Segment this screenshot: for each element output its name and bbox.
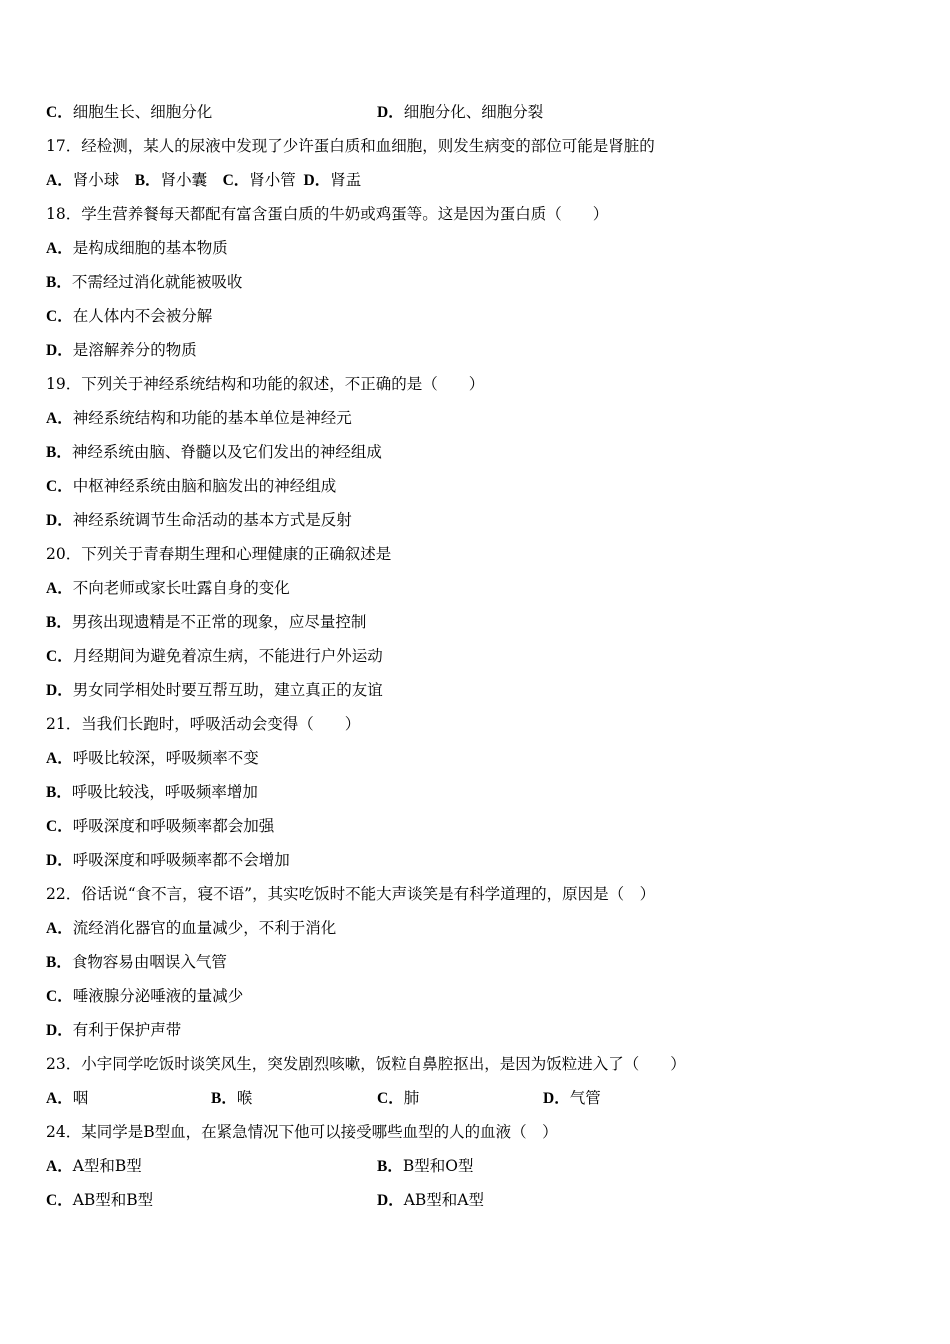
q21-option-a: A．呼吸比较深，呼吸频率不变 (46, 749, 259, 767)
q24-stem: 24．某同学是B型血，在紧急情况下他可以接受哪些血型的人的血液（ ） (46, 1123, 558, 1141)
q20-stem: 20．下列关于青春期生理和心理健康的正确叙述是 (46, 545, 392, 563)
q24-option-a: A．A型和B型 (46, 1157, 142, 1175)
q21-option-c: C．呼吸深度和呼吸频率都会加强 (46, 817, 275, 835)
q16-option-c: C．细胞生长、细胞分化 (46, 103, 213, 121)
q21-option-b: B．呼吸比较浅，呼吸频率增加 (46, 783, 258, 801)
q19-option-d: D．神经系统调节生命活动的基本方式是反射 (46, 511, 352, 529)
q24-option-b: B．B型和O型 (377, 1157, 474, 1175)
q23-option-c: C．肺 (377, 1089, 420, 1107)
q17-options: A．肾小球 B．肾小囊 C．肾小管 D．肾盂 (46, 171, 362, 189)
q20-option-a: A．不向老师或家长吐露自身的变化 (46, 579, 290, 597)
q19-option-c: C．中枢神经系统由脑和脑发出的神经组成 (46, 477, 337, 495)
q18-option-a: A．是构成细胞的基本物质 (46, 239, 228, 257)
q18-stem: 18．学生营养餐每天都配有富含蛋白质的牛奶或鸡蛋等。这是因为蛋白质（ ） (46, 205, 609, 223)
q19-option-b: B．神经系统由脑、脊髓以及它们发出的神经组成 (46, 443, 382, 461)
q22-option-d: D．有利于保护声带 (46, 1021, 182, 1039)
q22-option-c: C．唾液腺分泌唾液的量减少 (46, 987, 244, 1005)
q16-option-d: D．细胞分化、细胞分裂 (377, 103, 544, 121)
q18-option-d: D．是溶解养分的物质 (46, 341, 197, 359)
q21-option-d: D．呼吸深度和呼吸频率都不会增加 (46, 851, 290, 869)
q20-option-b: B．男孩出现遗精是不正常的现象，应尽量控制 (46, 613, 367, 631)
q19-stem: 19．下列关于神经系统结构和功能的叙述，不正确的是（ ） (46, 375, 485, 393)
q24-option-c: C．AB型和B型 (46, 1191, 154, 1209)
q24-option-d: D．AB型和A型 (377, 1191, 484, 1209)
q17-stem: 17．经检测，某人的尿液中发现了少许蛋白质和血细胞，则发生病变的部位可能是肾脏的 (46, 137, 655, 155)
q22-option-b: B．食物容易由咽误入气管 (46, 953, 227, 971)
q18-option-c: C．在人体内不会被分解 (46, 307, 213, 325)
q19-option-a: A．神经系统结构和功能的基本单位是神经元 (46, 409, 352, 427)
q22-stem: 22．俗话说“食不言，寝不语”，其实吃饭时不能大声谈笑是有科学道理的，原因是（ ） (46, 885, 656, 903)
q21-stem: 21．当我们长跑时，呼吸活动会变得（ ） (46, 715, 361, 733)
q23-option-d: D．气管 (543, 1089, 601, 1107)
q20-option-d: D．男女同学相处时要互帮互助，建立真正的友谊 (46, 681, 383, 699)
q23-stem: 23．小宇同学吃饭时谈笑风生，突发剧烈咳嗽，饭粒自鼻腔抠出，是因为饭粒进入了（ ） (46, 1055, 686, 1073)
q23-option-b: B．喉 (211, 1089, 253, 1107)
q23-option-a: A．咽 (46, 1089, 89, 1107)
q20-option-c: C．月经期间为避免着凉生病，不能进行户外运动 (46, 647, 383, 665)
q22-option-a: A．流经消化器官的血量减少，不利于消化 (46, 919, 337, 937)
q18-option-b: B．不需经过消化就能被吸收 (46, 273, 243, 291)
